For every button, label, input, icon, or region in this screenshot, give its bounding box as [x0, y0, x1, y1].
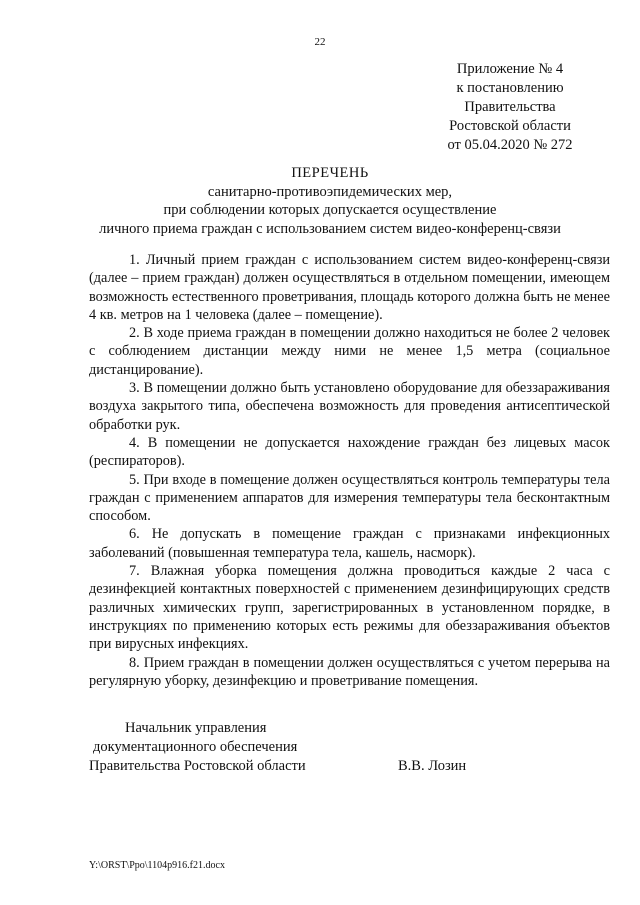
measure-item-4: 4. В помещении не допускается нахождение граждан без лицевых масок (респираторов). [89, 434, 610, 470]
signatory-title-line: Начальник управления [125, 720, 267, 736]
measure-item-8: 8. Прием граждан в помещении должен осуществляться с учетом перерыва на регулярную уборку, дезинфекцию и проветривание помещения. [89, 654, 610, 689]
title-subline: санитарно-противоэпидемических мер, [207, 183, 453, 200]
document-title: ПЕРЕЧЕНЬ [291, 165, 369, 181]
measure-item-6: 6. Не допускать в помещение граждан с признаками инфекционных заболеваний (повышенная температура тела, кашель, насморк). [89, 526, 610, 561]
measure-item-7: 7. Влажная уборка помещения должна проводиться каждые 2 часа с дезинфекцией контактных поверхностей с применением дезинфицирующих средств различных химических групп, зарегистрированных в установленном порядке, в инструкциях по применению которых есть режимы для обеззараживания объектов при вирусных инфекциях. [89, 563, 610, 653]
signatory-name: В.В. Лозин [398, 758, 467, 774]
appendix-line: Приложение № 4 [456, 61, 564, 77]
appendix-line: Правительства [464, 99, 556, 115]
measure-item-5: 5. При входе в помещение должен осуществляться контроль температуры тела граждан с применением аппаратов для измерения температуры тела бесконтактным способом. [89, 471, 610, 525]
page-number: 22 [314, 36, 326, 48]
appendix-line: к постановлению [456, 80, 564, 96]
signatory-title [89, 719, 329, 776]
document-title-block [60, 164, 600, 238]
title-subline: при соблюдении которых допускается осуществление [163, 202, 497, 218]
measure-item-2: 2. В ходе приема граждан в помещении должно находиться не более 2 человек с соблюдением дистанции между ними не менее 1,5 метра (социальное дистанцирование). [89, 325, 610, 378]
measures-list [89, 251, 610, 690]
signatory-title-line: Правительства Ростовской области [89, 758, 306, 774]
file-path-footer: Y:\ORST\Ppo\1104p916.f21.docx [89, 860, 225, 871]
measure-item-1: 1. Личный прием граждан с использованием систем видео-конференц-связи (далее – прием граждан) должен осуществляться в отдельном помещении, имеющем возможность естественного проветривания, площадь которого должна быть не менее 4 кв. метров на 1 человека (далее – помещение). [89, 252, 610, 323]
signatory-title-line: документационного обеспечения [93, 739, 298, 755]
measure-item-3: 3. В помещении должно быть установлено оборудование для обеззараживания воздуха закрытого типа, обеспечена возможность для проведения антисептической обработки рук. [89, 380, 610, 433]
appendix-line: от 05.04.2020 № 272 [447, 137, 573, 153]
title-subline: личного приема граждан с использованием систем видео-конференц-связи [99, 220, 561, 237]
appendix-block [430, 60, 590, 155]
appendix-line: Ростовской области [449, 118, 571, 134]
